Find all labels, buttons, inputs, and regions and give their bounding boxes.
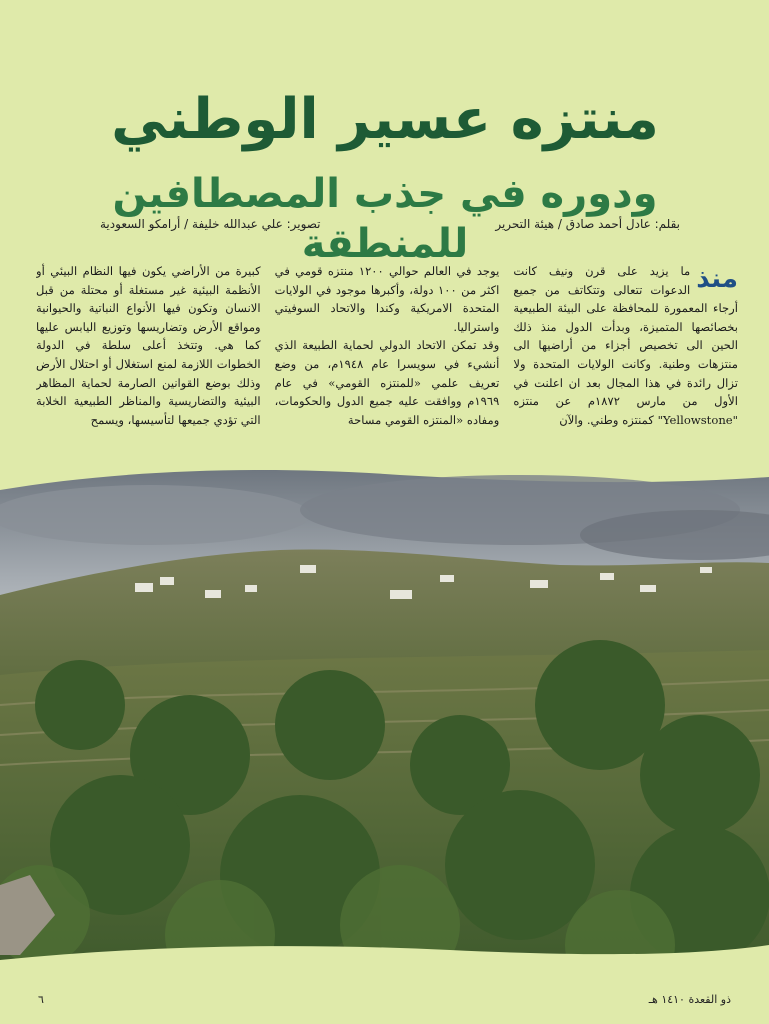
landscape-photo — [0, 455, 769, 977]
issue-date: ذو القعدة ١٤١٠ هـ — [648, 993, 731, 1006]
byline — [100, 217, 680, 237]
column-3-text: كبيرة من الأراضي يكون فيها النظام البيئي أو الأنظمة البيئية غير مستغلة أو محتلة من قبل الانسان وتكون فيها الأنواع النباتية والحيوانية ومواقع الأرض وتضاريسها وتوزيع اليابس عليها كما هي. وتتخذ أعلى سلطة في الدولة الخطوات اللازمة لمنع استغلال أو احتلال الأرض وذلك بوضع القوانين الصارمة لحماية المظاهر البيئية والتضاريسية والمناظر الطبيعية الخلابة التي تؤدي جميعها لتأسيسها، ويسمح — [35, 264, 261, 427]
page-number: ٦ — [38, 993, 44, 1006]
article-title: منتزه عسير الوطني — [111, 86, 659, 152]
column-2-text: يوجد في العالم حوالي ١٢٠٠ منتزه قومي في اكثر من ١٠٠ دولة، وأكبرها موجود في الولايات المتحدة الامريكية وكندا والاتحاد السوفيتي واستراليا. — [274, 264, 500, 334]
column-2 — [275, 262, 500, 458]
byline-author: بقلم: عادل أحمد صادق / هيئة التحرير — [495, 217, 680, 231]
dropcap-word: منذ — [696, 264, 738, 294]
column-2-text-b: وقد تمكن الاتحاد الدولي لحماية الطبيعة الذي أنشيء في سويسرا عام ١٩٤٨م، من وضع تعريف علمي «للمنتزه القومي» في عام ١٩٦٩م ووافقت عليه جميع الدول والحكومات، ومفاده «المنتزه القومي مساحة — [274, 338, 500, 427]
byline-photographer: تصوير: علي عبدالله خليفة / أرامكو السعودية — [100, 217, 321, 231]
column-1-text: ما يزيد على قرن ونيف كانت الدعوات تتعالى وتتكاتف من جميع أرجاء المعمورة للمحافظة على البيئة الطبيعية بخصائصها المتميزة، وبدأت الدول منذ ذلك الحين الى تخصيص أجزاء من أراضيها الى منتزهات وطنية. وكانت الولايات المتحدة ولا تزال رائدة في هذا المجال بعد ان اعلنت في الأول من مارس ١٨٧٢م عن منتزه "Yellowstone" كمنتزه وطني. والآن — [513, 264, 738, 427]
column-1 — [513, 262, 738, 458]
article-columns — [36, 262, 738, 458]
article-subtitle: ودوره في جذب المصطافين للمنطقة — [112, 171, 658, 268]
cloud — [0, 485, 310, 545]
landscape-illustration — [0, 455, 769, 977]
column-3 — [36, 262, 261, 458]
